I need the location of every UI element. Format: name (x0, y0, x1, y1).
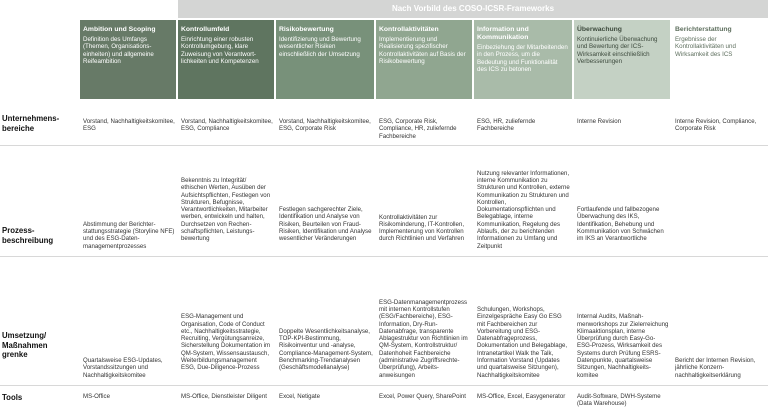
table-cell: Vorstand, Nachhaltigkeitskomitee, ESG, Corporate Risk (279, 118, 371, 133)
column-header-3 (276, 20, 374, 99)
table-cell: Interne Revision (577, 118, 622, 125)
table-cell: Quartalsweise ESG-Updates, Vorstandssitzungen und Nachhaltigkeitskomitee (83, 357, 163, 379)
row-divider (0, 256, 768, 257)
table-cell: ESG-Management und Organisation, Code of Conduct etc., Nachhaltigkeitsstrategie, Recruiting, Vergütungsanreize, Sicherstellung Dokumentation im QM-System, Wissensaustausch, Weiterbildungsmanagement ESG, Due-Diligence-Prozess (181, 313, 271, 372)
table-cell: Audit-Software, DWH-Systeme (Data Warehouse) (577, 393, 661, 408)
table-cell: Schulungen, Workshops, Einzelgespräche Easy Go ESG mit Fachbereichen zur Vorbereitung und ESG-Datenabfrageprozess, Dokumentation und Belegablage, Intranetartikel Walk the Talk, Information Vorstand (Updates und quartalsweise Sitzungen), Nachhaltigkeitskomitee (477, 306, 568, 379)
table-cell: MS-Office (83, 393, 110, 400)
column-title: Überwachung (577, 26, 622, 33)
table-cell: Bericht der Internen Revision, jährliche Konzernnachhaltigkeitserklärung (675, 357, 756, 379)
table-cell: Festlegen sachgerechter Ziele, Identifikation und Analyse von Risiken, Beurteilen von Fraud-Risiken, Identifikation und Analyse wesentlicher Veränderungen (279, 206, 372, 243)
column-description: Einrichtung einer robusten Kontrollumgebung, klare Zuweisung von Verantwortlichkeiten und Kompetenzen (181, 36, 259, 65)
column-title: Kontrollumfeld (181, 26, 230, 33)
table-cell: Kontrollaktivitäten zur Risikominderung, IT-Kontrollen, Implementerung von Kontrollen durch Richtlinien und Verfahren (379, 213, 465, 243)
table-cell: Vorstand, Nachhaltigkeitskomitee, ESG, Compliance (181, 118, 273, 133)
table-cell: MS-Office, Dienstleister Diligent (181, 393, 267, 400)
column-header-5 (474, 20, 572, 99)
table-cell: Excel, Power Query, SharePoint (379, 393, 466, 400)
table-cell: Doppelte Wesentlichkeitsanalyse, TOP-KPI-Bestimmung, Risikoinventur und -analyse, Compliance-Management-System, Benchmarking-Trendanalysen (Geschäftsmodellanalyse) (279, 327, 373, 372)
table-cell: Bekenntnis zu Integrität/ ethischen Werten, Ausüben der Aufsichtspflichten, Festlegen von Strukturen, Befugnisse, Verantwortlichkeiten, Mitarbeiter werben, entwickeln und halten, Durchsetzen von Rechenschaftspflichten, Leistungsbewertung (181, 177, 271, 243)
column-description: Einbeziehung der Mitarbeitenden in den Prozess, um die Bedeutung und Funktionalität des ICS zu betonen (477, 44, 568, 73)
table-cell: ESG, HR, zuliefernde Fachbereiche (477, 118, 536, 133)
column-title: Ambition und Scoping (83, 26, 156, 33)
column-description: Definition des Umfangs (Themen, Organisationseinheiten) und allgemeine Reifeambition (83, 36, 154, 65)
column-title: Kontrollaktivitäten (379, 26, 439, 33)
table-cell: Vorstand, Nachhaltigkeitskomitee, ESG (83, 118, 175, 133)
table-cell: Abstimmung der Berichterstattungsstrategie (Storyline NFE) und des ESG-Datenmanagementprozesses (83, 220, 175, 250)
row-divider (0, 145, 768, 146)
column-description: Implementierung und Realisierung spezifischer Kontrollaktivitäten auf Basis der Risikobewertung (379, 36, 466, 65)
row-divider (0, 385, 768, 386)
column-title: Information und Kommunikation (477, 26, 529, 41)
column-header-2 (178, 20, 274, 99)
table-cell: ESG, Corporate Risk, Compliance, HR, zuliefernde Fachbereiche (379, 118, 457, 140)
column-header-4 (376, 20, 472, 99)
column-description: Identifizierung und Bewertung wesentlicher Risiken einschließlich der Umsetzung (279, 36, 361, 58)
row-label-1: Unternehmens- bereiche (2, 114, 60, 133)
column-description: Kontinuierliche Überwachung und Bewertung der ICS-Wirksamkeit einschließlich Verbesserungen (577, 36, 658, 65)
column-title: Berichterstattung (675, 26, 732, 33)
table-cell: Internal Audits, Maßnahmenworkshops zur Zielerreichung Klimaaktionsplan, interne Überprüfung durch Easy-Go-ESG-Prozess, Wirksamkeit des Systems durch Prüfung ESRS-Datenpunkte, quartalsweise Sitzungen, Nachhaltigkeitskomitee (577, 313, 669, 379)
table-cell: Interne Revision, Compliance, Corporate Risk (675, 118, 757, 133)
column-header-6 (574, 20, 670, 99)
table-cell: Nutzung relevanter Informationen, interne Kommunikation zu Strukturen und Kontrollen, externe Kommunikation zu Strukturen und Kontrollen, Dokumentationspflichten und Belegablage, interne Kommunikation, Regelung des Ablaufs, der zu berichtenden Informationen zu Umfang und Zeitpunkt (477, 169, 570, 250)
column-title: Risikobewertung (279, 26, 334, 33)
row-label-2: Prozess- beschreibung (2, 226, 54, 245)
table-cell: Fortlaufende und fallbezogene Überwachung des IKS, Identifikation, Behebung und Kommunikation von Schwächen im IKS an Verantwortliche (577, 206, 664, 243)
table-cell: ESG-Datenmanagementprozess mit internen Kontrollstufen (ESG/Fachbereiche), ESG-Information, Dry-Run-Datenabfrage, transparente Ablagestruktur von Richtlinien im QM-System, Kontrollstruktur/ Datenhoheit Fachbereiche (administrative Zugriffsrechte-Überprüfung), Arbeitsanweisungen (379, 298, 468, 379)
row-label-3: Umsetzung/ Maßnahmen grenke (2, 331, 48, 359)
column-description: Ergebnisse der Kontrollaktivitäten und Wirksamkeit des ICS (675, 36, 736, 58)
column-header-1 (80, 20, 176, 99)
column-header-7 (672, 20, 768, 99)
row-label-4: Tools (2, 393, 23, 402)
framework-banner: Nach Vorbild des COSO-ICSR-Frameworks (178, 0, 768, 18)
table-cell: MS-Office, Excel, Easygenerator (477, 393, 566, 400)
table-cell: Excel, Netigate (279, 393, 320, 400)
